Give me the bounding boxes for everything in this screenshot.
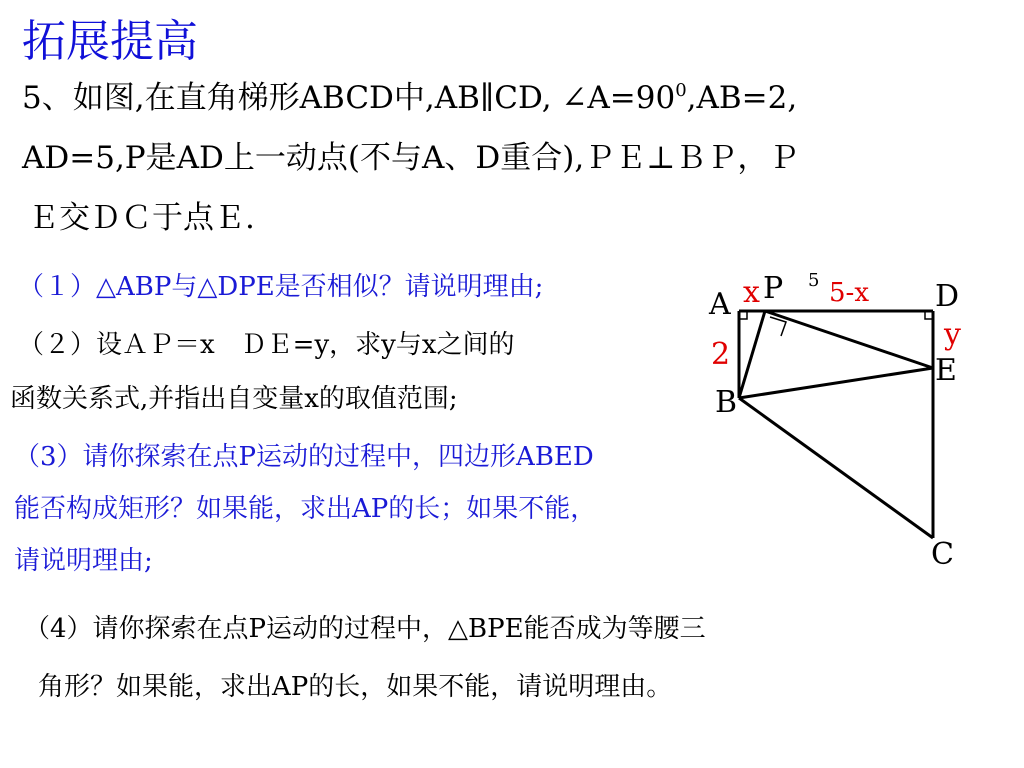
question-4-line-2: 角形？如果能，求出AP的长，如果不能，请说明理由。 bbox=[38, 672, 673, 702]
label-b: B bbox=[715, 385, 738, 420]
label-e: E bbox=[935, 353, 957, 388]
problem-line-3: Ｅ交ＤＣ于点Ｅ. bbox=[28, 200, 255, 236]
question-3-line-2: 能否构成矩形？如果能，求出AP的长；如果不能， bbox=[14, 494, 597, 524]
slide-title: 拓展提高 bbox=[22, 16, 198, 67]
label-x: x bbox=[743, 275, 760, 310]
degree-superscript: 0 bbox=[675, 80, 687, 101]
question-1: （１）△ABP与△DPE是否相似？请说明理由; bbox=[18, 272, 544, 302]
question-3-line-3: 请说明理由; bbox=[14, 546, 153, 576]
question-2-line-2: 函数关系式,并指出自变量x的取值范围; bbox=[10, 384, 458, 414]
question-2-line-1: （２）设ＡＰ＝x ＤＥ=y，求y与x之间的 bbox=[18, 330, 515, 360]
label-d: D bbox=[935, 279, 960, 314]
label-a: A bbox=[709, 287, 731, 322]
segment-bp bbox=[739, 311, 765, 398]
problem-line-1-tail: ,AB=2, bbox=[686, 80, 798, 116]
label-p: P bbox=[763, 271, 784, 306]
label-c: C bbox=[931, 537, 954, 572]
question-4-line-1: （4）请你探索在点P运动的过程中，△BPE能否成为等腰三 bbox=[24, 614, 706, 644]
label-two: 2 bbox=[711, 337, 731, 372]
segment-pe bbox=[765, 311, 933, 368]
problem-line-2: AD=5,P是AD上一动点(不与A、D重合),ＰＥ⊥ＢＰ，Ｐ bbox=[22, 140, 800, 176]
segment-be bbox=[739, 368, 933, 398]
question-3-line-1: （3）请你探索在点P运动的过程中，四边形ABED bbox=[14, 442, 594, 472]
segment-bc bbox=[739, 398, 933, 538]
label-five: 5 bbox=[808, 270, 820, 291]
problem-line-1-main: 5、如图,在直角梯形ABCD中,AB∥CD, ∠A=90 bbox=[22, 80, 676, 116]
label-y: y bbox=[944, 317, 961, 352]
label-five-minus-x: 5-x bbox=[829, 278, 869, 308]
right-angle-mark-p bbox=[770, 317, 786, 336]
